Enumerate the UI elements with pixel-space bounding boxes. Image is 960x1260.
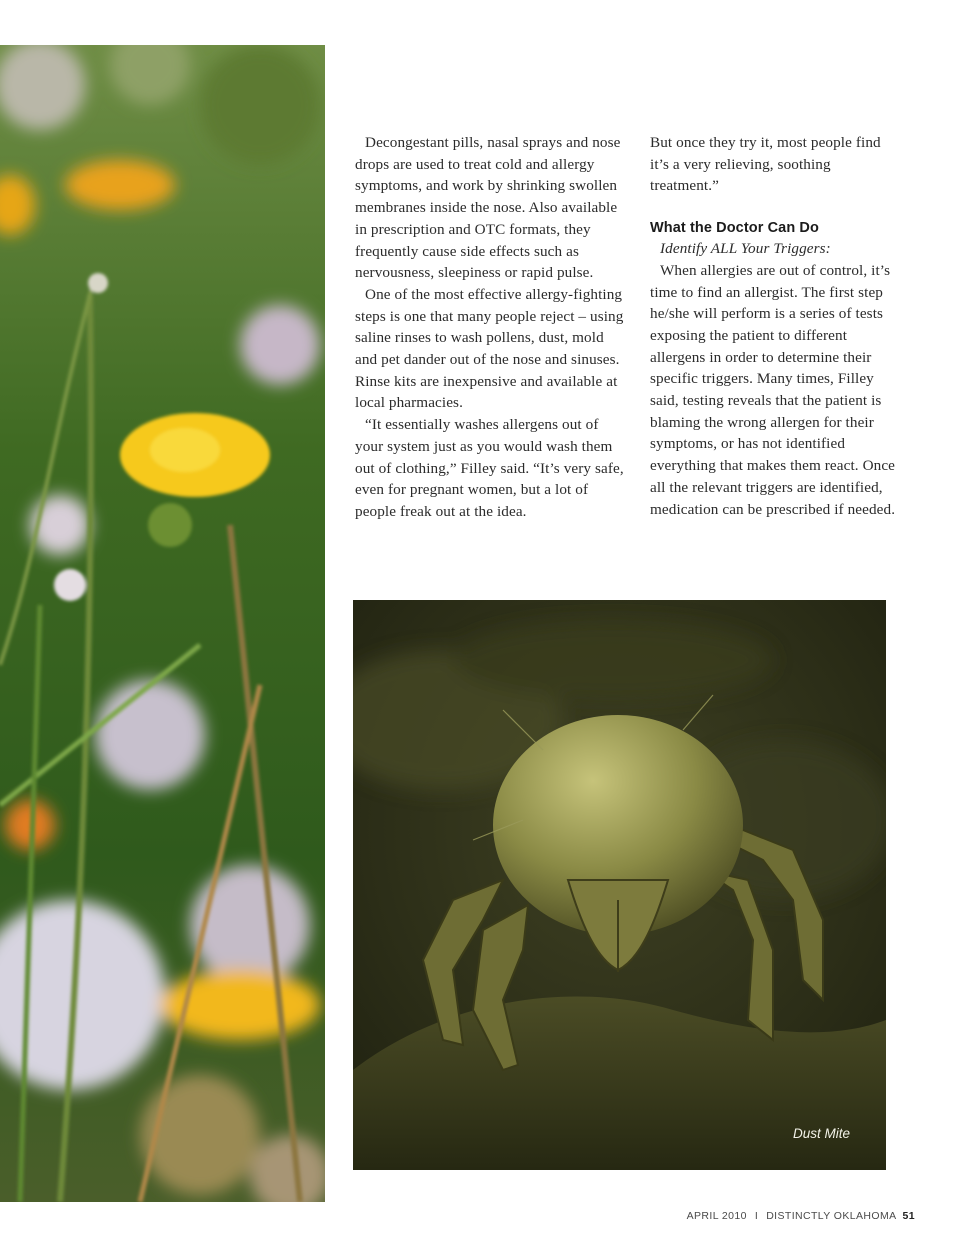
flower-meadow-photo bbox=[0, 45, 325, 1202]
article-column-right bbox=[650, 132, 902, 520]
paragraph-saline-rinses: One of the most effective allergy-fighting steps is one that many people reject – using saline rinses to wash pollens, dust, mold and pet dander out of the nose and sinuses. Rinse kits are inexpensive and available at local pharmacies. bbox=[355, 285, 624, 412]
footer-separator: I bbox=[754, 1210, 759, 1222]
article-column-left bbox=[355, 132, 625, 523]
page-number: 51 bbox=[902, 1210, 915, 1222]
magazine-name: DISTINCTLY OKLAHOMA bbox=[766, 1210, 897, 1222]
page-footer bbox=[687, 1210, 915, 1222]
paragraph-filley-quote: “It essentially washes allergens out of your system just as you would wash them out of clothing,” Filley said. “It’s very safe, even for pregnant women, but a lot of people freak out at the idea. bbox=[355, 416, 624, 520]
section-heading: What the Doctor Can Do bbox=[650, 220, 819, 237]
photo-caption: Dust Mite bbox=[792, 1126, 850, 1141]
dust-mite-photo bbox=[353, 600, 886, 1170]
paragraph-allergist: When allergies are out of control, it’s time to find an allergist. The first step he/she will perform is a series of tests exposing the patient to different allergens in order to determine their specific triggers. Many times, Filley said, testing reveals that the patient is blaming the wrong allergen for their symptoms, or has not identified everything that makes them react. Once all the relevant triggers are identified, medication can be prescribed if needed. bbox=[650, 261, 896, 518]
paragraph-quote-continuation: But once they try it, most people find it’s a very relieving, soothing treatment.” bbox=[650, 134, 881, 195]
paragraph-decongestants: Decongestant pills, nasal sprays and nose drops are used to treat cold and allergy symptoms, and work by shrinking swollen membranes inside the nose. Also available in prescription and OTC formats, they frequently cause side effects such as nervousness, sleepiness or rapid pulse. bbox=[355, 134, 621, 282]
issue-date: APRIL 2010 bbox=[686, 1210, 747, 1222]
section-subheading: Identify ALL Your Triggers: bbox=[660, 240, 831, 258]
